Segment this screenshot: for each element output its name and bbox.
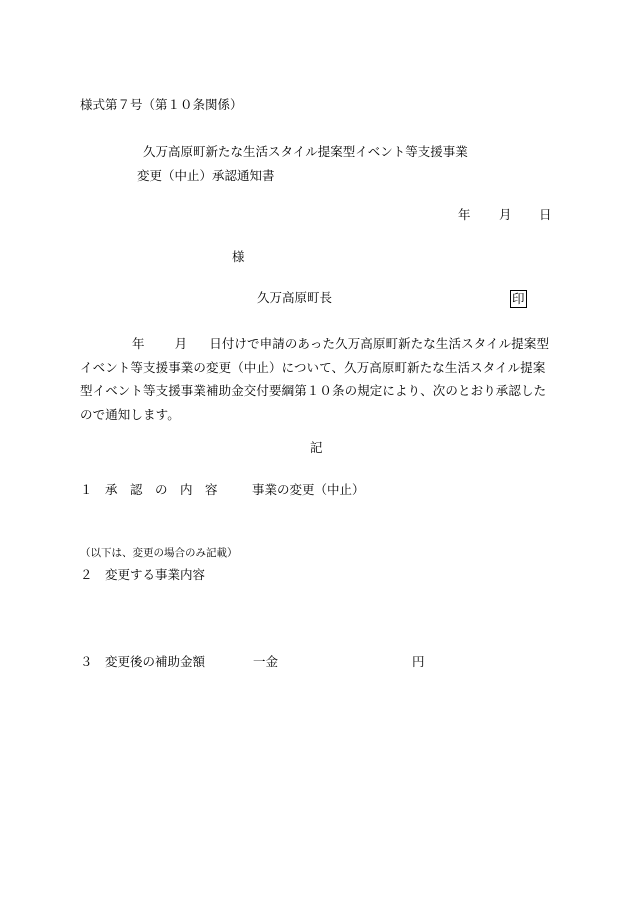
item2-label: 変更する事業内容 — [105, 567, 206, 582]
date-year: 年 — [458, 207, 471, 222]
body-month: 月 — [174, 336, 188, 351]
amount-unit: 円 — [412, 654, 425, 669]
conditional-note: （以下は、変更の場合のみ記載） — [80, 547, 238, 559]
seal-label: 印 — [512, 291, 525, 306]
document-title-line1: 久万高原町新たな生活スタイル提案型イベント等支援事業 — [143, 144, 468, 159]
body-year: 年 — [132, 336, 145, 351]
item1-number: １ — [80, 482, 93, 497]
date-month: 月 — [499, 207, 512, 222]
notice-paragraph — [80, 332, 550, 426]
ki-heading: 記 — [310, 440, 323, 455]
recipient-honorific: 様 — [232, 249, 245, 264]
body-text: 日付けで申請のあった久万高原町新たな生活スタイル提案型イベント等支援事業の変更（中止）について、久万高原町新たな生活スタイル提案型イベント等支援事業補助金交付要綱第１０条の規定により、次のとおり承認したので通知します。 — [80, 336, 550, 422]
seal-mark — [510, 290, 527, 308]
form-number: 様式第７号（第１０条関係） — [80, 97, 243, 112]
issuer-name: 久万高原町長 — [257, 290, 333, 305]
item3-label: 変更後の補助金額 — [105, 654, 206, 669]
item2-number: ２ — [80, 567, 93, 582]
amount-prefix: 一金 — [253, 654, 279, 669]
date-day: 日 — [539, 207, 552, 222]
item1-value: 事業の変更（中止） — [252, 482, 365, 497]
document-title-line2: 変更（中止）承認通知書 — [137, 168, 275, 183]
item1-label: 承 認 の 内 容 — [105, 482, 218, 497]
item3-number: ３ — [80, 654, 93, 669]
